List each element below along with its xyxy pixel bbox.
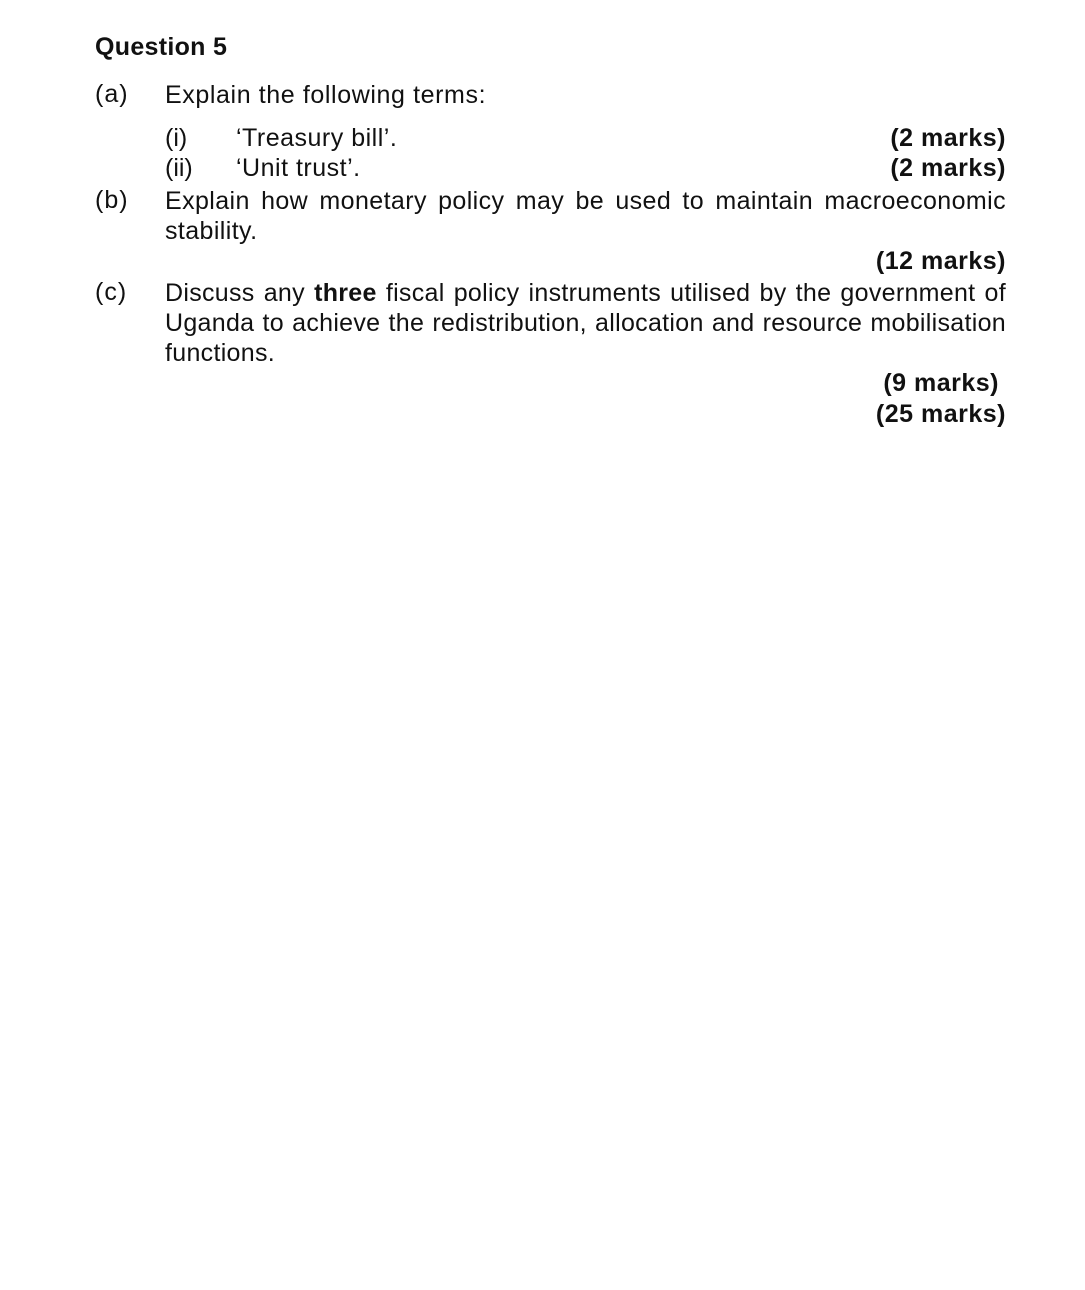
- part-a-item-1-marks: (2 marks): [890, 124, 1006, 152]
- part-a-item-1-text: ‘Treasury bill’.: [236, 124, 398, 152]
- part-a-item-1-number: (i): [165, 124, 188, 152]
- part-c-text-line-1-end: fiscal policy instruments utilised by the government of: [376, 279, 1006, 307]
- part-c-marks: (9 marks): [883, 369, 999, 397]
- part-b-marks: (12 marks): [875, 247, 1006, 275]
- part-b-text-line-1: Explain how monetary policy may be used to maintain macroeconomic: [165, 187, 1006, 215]
- question-title: Question 5: [95, 33, 228, 61]
- part-a-label: (a): [95, 80, 129, 108]
- total-marks: (25 marks): [875, 400, 1006, 428]
- part-a-text: Explain the following terms:: [165, 81, 487, 109]
- part-c-text-line-3: functions.: [165, 339, 276, 367]
- part-c-text-line-1: [165, 278, 1006, 308]
- part-c-emphasis-three: three: [314, 279, 377, 307]
- part-a-item-2-text: ‘Unit trust’.: [236, 154, 361, 182]
- part-c-label: (c): [95, 278, 128, 306]
- part-c-text-line-1-start: Discuss any: [165, 279, 315, 307]
- part-b-text-line-2: stability.: [165, 217, 258, 245]
- part-a-item-2-marks: (2 marks): [890, 154, 1006, 182]
- part-b-label: (b): [95, 186, 129, 214]
- part-a-item-2-number: (ii): [165, 154, 193, 182]
- part-c-text-line-2: Uganda to achieve the redistribution, allocation and resource mobilisation: [165, 309, 1006, 337]
